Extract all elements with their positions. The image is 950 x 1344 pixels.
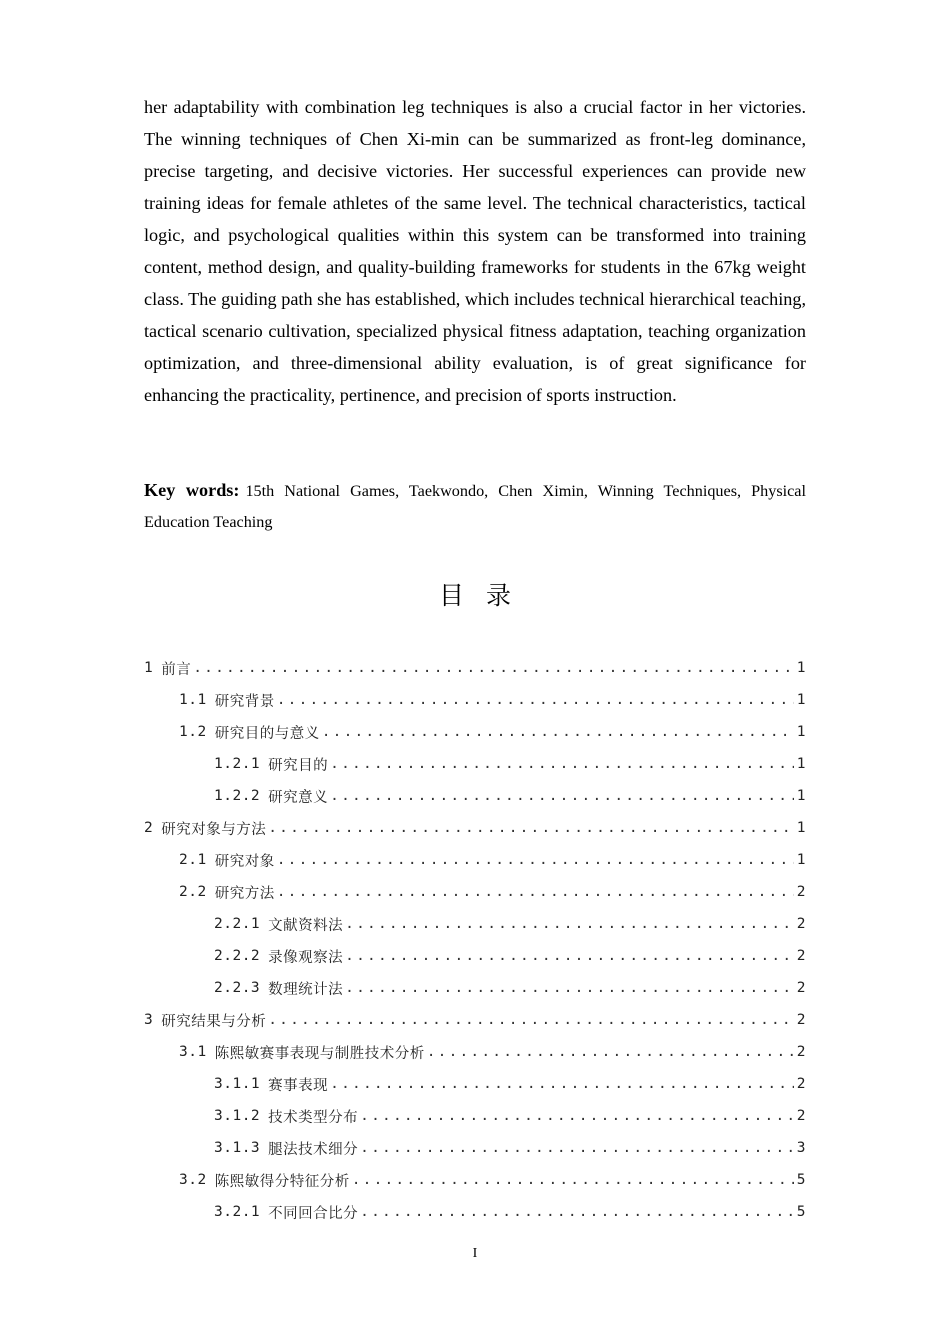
keywords-label: Key words: — [144, 480, 240, 500]
toc-entry-title: 前言 — [161, 661, 192, 678]
toc-dot-leader — [268, 820, 794, 836]
toc-entry-page: 2 — [796, 1012, 806, 1028]
toc-entry-number: 3.1 — [179, 1044, 207, 1060]
toc-dot-leader — [330, 788, 794, 804]
toc-dot-leader — [352, 1172, 794, 1188]
toc-entry-title: 录像观察法 — [268, 949, 344, 966]
toc-entry[interactable] — [144, 1036, 806, 1068]
toc-entry-number: 1.2 — [179, 724, 207, 740]
toc-entry[interactable] — [144, 1164, 806, 1196]
toc-entry-number: 1.2.1 — [214, 756, 261, 772]
toc-dot-leader — [268, 1012, 794, 1028]
toc-dot-leader — [277, 884, 794, 900]
toc-entry-page: 5 — [796, 1204, 806, 1220]
toc-entry-title: 研究对象与方法 — [161, 821, 267, 838]
toc-entry-number: 3 — [144, 1012, 154, 1028]
toc-entry-number: 2.2.1 — [214, 916, 261, 932]
toc-dot-leader — [360, 1204, 794, 1220]
toc-entry[interactable] — [144, 876, 806, 908]
toc-entry-page: 5 — [796, 1172, 806, 1188]
toc-entry[interactable] — [144, 812, 806, 844]
toc-entry[interactable] — [144, 652, 806, 684]
toc-dot-leader — [345, 916, 794, 932]
toc-entry-title: 研究意义 — [268, 789, 329, 806]
toc-dot-leader — [330, 1076, 794, 1092]
toc-entry-page: 2 — [796, 1076, 806, 1092]
toc-entry[interactable] — [144, 716, 806, 748]
toc-entry-number: 1.1 — [179, 692, 207, 708]
toc-entry-title: 技术类型分布 — [268, 1109, 359, 1126]
toc-entry-page: 1 — [796, 852, 806, 868]
toc-entry-page: 1 — [796, 692, 806, 708]
toc-entry-page: 2 — [796, 884, 806, 900]
toc-entry-title: 赛事表现 — [268, 1077, 329, 1094]
toc-entry-title: 研究目的与意义 — [214, 725, 320, 742]
toc-entry-page: 2 — [796, 948, 806, 964]
toc-entry-page: 2 — [796, 1044, 806, 1060]
toc-entry[interactable] — [144, 1100, 806, 1132]
page-number: I — [472, 1246, 478, 1261]
toc-entry-number: 3.1.3 — [214, 1140, 261, 1156]
toc-entry-title: 研究目的 — [268, 757, 329, 774]
toc-entry-number: 3.2.1 — [214, 1204, 261, 1220]
toc-entry-number: 2 — [144, 820, 154, 836]
table-of-contents — [144, 652, 806, 1228]
toc-dot-leader — [360, 1140, 794, 1156]
toc-entry-number: 2.2.3 — [214, 980, 261, 996]
toc-entry-number: 3.2 — [179, 1172, 207, 1188]
toc-dot-leader — [277, 852, 794, 868]
toc-entry-number: 2.2.2 — [214, 948, 261, 964]
toc-entry-page: 2 — [796, 980, 806, 996]
abstract-paragraph: her adaptability with combination leg techniques is also a crucial factor in her victories. The winning techniques of Chen Xi-min can be summarized as front-leg dominance, precise targeting, and decisive victories. Her successful experiences can provide new training ideas for female athletes of the same level. The technical characteristics, tactical logic, and psychological qualities within this system can be transformed into training content, method design, and quality-building frameworks for students in the 67kg weight class. The guiding path she has established, which includes technical hierarchical teaching, tactical scenario cultivation, specialized physical fitness adaptation, teaching organization optimization, and three-dimensional ability evaluation, is of great significance for enhancing the practicality, pertinence, and precision of sports instruction. — [144, 97, 806, 405]
toc-entry-title: 陈熙敏赛事表现与制胜技术分析 — [214, 1045, 425, 1062]
toc-entry-page: 1 — [796, 756, 806, 772]
toc-entry[interactable] — [144, 748, 806, 780]
toc-entry-title: 研究结果与分析 — [161, 1013, 267, 1030]
toc-entry-title: 腿法技术细分 — [268, 1141, 359, 1158]
toc-entry[interactable] — [144, 1068, 806, 1100]
toc-dot-leader — [360, 1108, 794, 1124]
toc-entry-title: 研究方法 — [214, 885, 275, 902]
toc-entry-title: 不同回合比分 — [268, 1205, 359, 1222]
toc-dot-leader — [322, 724, 794, 740]
toc-entry-title: 数理统计法 — [268, 981, 344, 998]
toc-entry-title: 文献资料法 — [268, 917, 344, 934]
toc-entry-title: 研究对象 — [214, 853, 275, 870]
toc-entry-number: 2.2 — [179, 884, 207, 900]
toc-title: 目录 — [438, 581, 533, 610]
toc-entry-number: 3.1.1 — [214, 1076, 261, 1092]
toc-dot-leader — [345, 948, 794, 964]
toc-entry-page: 2 — [796, 1108, 806, 1124]
toc-entry[interactable] — [144, 940, 806, 972]
keywords-text: 15th National Games, Taekwondo, Chen Ximin, Winning Techniques, Physical Education Teaching — [144, 482, 806, 531]
toc-entry-title: 陈熙敏得分特征分析 — [214, 1173, 350, 1190]
keywords-line — [144, 475, 806, 538]
toc-entry[interactable] — [144, 1004, 806, 1036]
toc-entry[interactable] — [144, 972, 806, 1004]
toc-entry[interactable] — [144, 1196, 806, 1228]
toc-entry[interactable] — [144, 684, 806, 716]
toc-entry[interactable] — [144, 908, 806, 940]
toc-dot-leader — [345, 980, 794, 996]
toc-entry[interactable] — [144, 780, 806, 812]
toc-dot-leader — [277, 692, 794, 708]
toc-dot-leader — [330, 756, 794, 772]
toc-entry-page: 1 — [796, 820, 806, 836]
toc-entry-page: 1 — [796, 724, 806, 740]
toc-entry-page: 2 — [796, 916, 806, 932]
toc-entry-number: 1 — [144, 660, 154, 676]
toc-dot-leader — [427, 1044, 794, 1060]
toc-entry[interactable] — [144, 1132, 806, 1164]
toc-entry-number: 3.1.2 — [214, 1108, 261, 1124]
toc-dot-leader — [193, 660, 794, 676]
toc-entry-number: 1.2.2 — [214, 788, 261, 804]
toc-entry-page: 3 — [796, 1140, 806, 1156]
toc-entry-title: 研究背景 — [214, 693, 275, 710]
toc-entry[interactable] — [144, 844, 806, 876]
toc-entry-page: 1 — [796, 660, 806, 676]
toc-entry-number: 2.1 — [179, 852, 207, 868]
toc-entry-page: 1 — [796, 788, 806, 804]
